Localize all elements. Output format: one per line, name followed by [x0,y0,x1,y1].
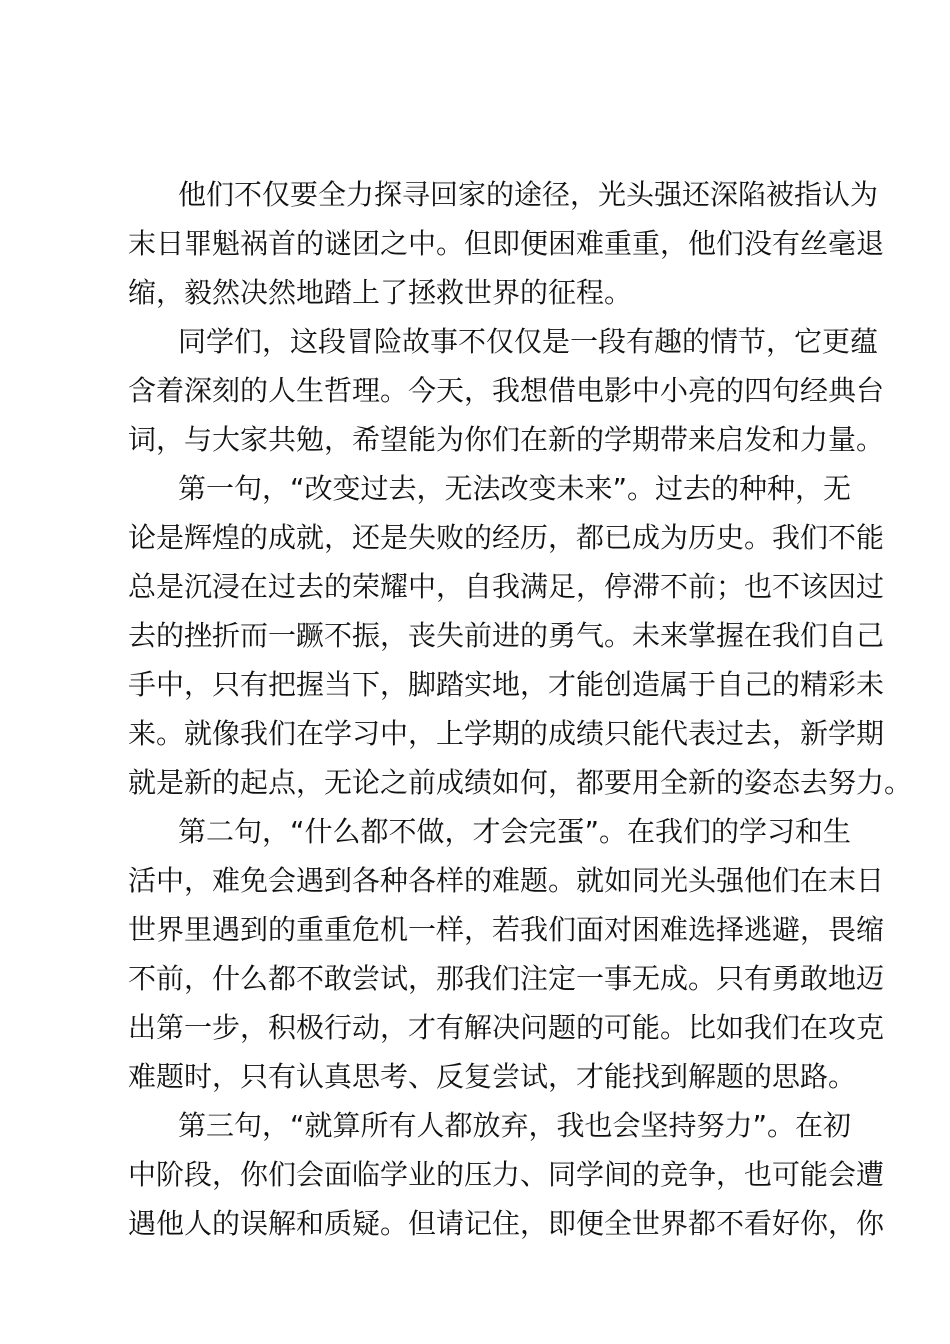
text-line: 缩，毅然决然地踏上了拯救世界的征程。 [128,276,633,309]
text-line: 中阶段，你们会面临学业的压力、同学间的竞争，也可能会遭 [128,1158,885,1191]
text-line: 论是辉煌的成就，还是失败的经历，都已成为历史。我们不能 [128,521,885,554]
text-line: 手中，只有把握当下，脚踏实地，才能创造属于自己的精彩未 [128,668,885,701]
document-body [128,170,913,1248]
text-line: 去的挫折而一蹶不振，丧失前进的勇气。未来掌握在我们自己 [128,619,885,652]
paragraph-1 [128,170,885,317]
text-line: 第二句，“什么都不做，才会完蛋”。在我们的学习和生 [178,815,852,848]
text-line: 第一句，“改变过去，无法改变未来”。过去的种种，无 [178,472,852,505]
text-line: 就是新的起点，无论之前成绩如何，都要用全新的姿态去努力。 [128,766,913,799]
paragraph-5 [128,1101,885,1248]
text-line: 活中，难免会遇到各种各样的难题。就如同光头强他们在末日 [128,864,885,897]
text-line: 词，与大家共勉，希望能为你们在新的学期带来启发和力量。 [128,423,885,456]
text-line: 遇他人的误解和质疑。但请记住，即便全世界都不看好你，你 [128,1207,885,1240]
text-line: 同学们，这段冒险故事不仅仅是一段有趣的情节，它更蕴 [178,325,879,358]
paragraph-3 [128,464,913,807]
paragraph-2 [128,317,885,464]
paragraph-4 [128,807,885,1101]
text-line: 他们不仅要全力探寻回家的途径，光头强还深陷被指认为 [178,178,879,211]
text-line: 来。就像我们在学习中，上学期的成绩只能代表过去，新学期 [128,717,885,750]
text-line: 世界里遇到的重重危机一样，若我们面对困难选择逃避，畏缩 [128,913,885,946]
text-line: 出第一步，积极行动，才有解决问题的可能。比如我们在攻克 [128,1011,885,1044]
text-line: 含着深刻的人生哲理。今天，我想借电影中小亮的四句经典台 [128,374,885,407]
text-line: 总是沉浸在过去的荣耀中，自我满足，停滞不前；也不该因过 [128,570,885,603]
text-line: 难题时，只有认真思考、反复尝试，才能找到解题的思路。 [128,1060,857,1093]
text-line: 不前，什么都不敢尝试，那我们注定一事无成。只有勇敢地迈 [128,962,885,995]
text-line: 末日罪魁祸首的谜团之中。但即便困难重重，他们没有丝毫退 [128,227,885,260]
text-line: 第三句，“就算所有人都放弃，我也会坚持努力”。在初 [178,1109,852,1142]
